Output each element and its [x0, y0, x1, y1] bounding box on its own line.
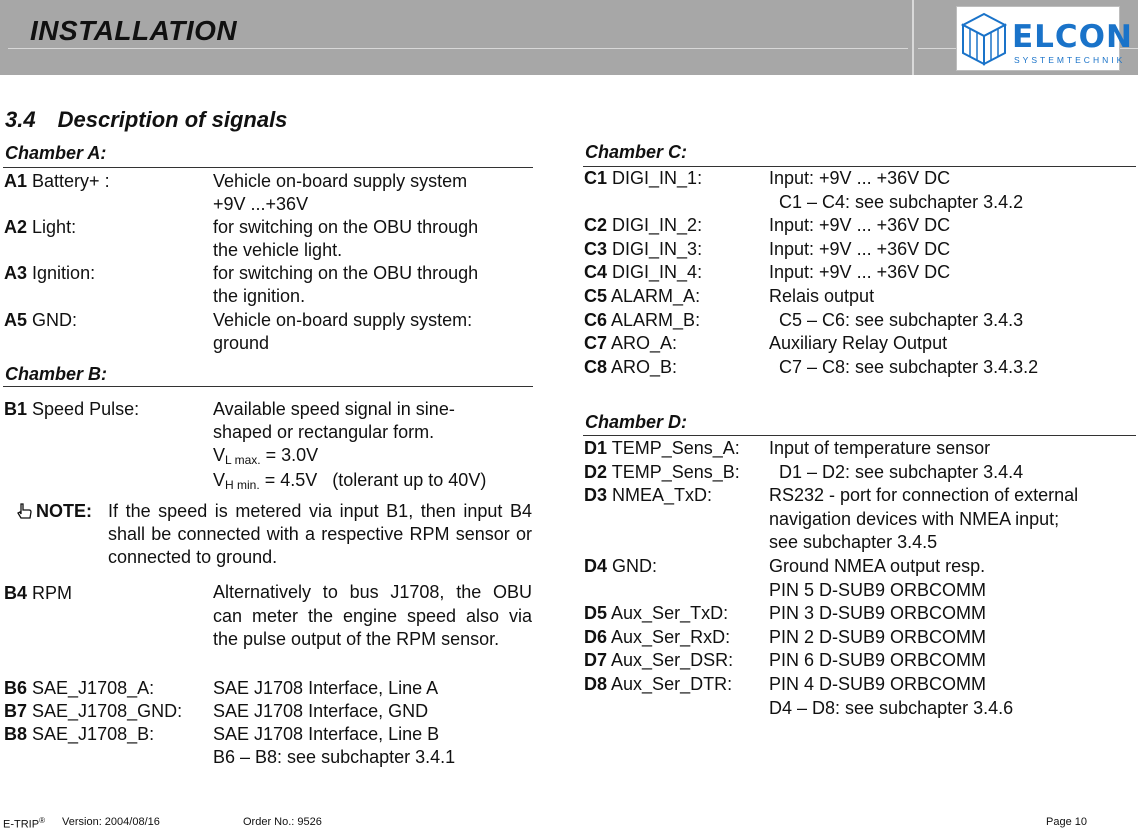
pin-id: A2: [4, 217, 28, 237]
pin-id: B4: [4, 583, 28, 603]
signal-name: RPM: [32, 583, 73, 603]
signal-desc: for switching on the OBU through: [213, 217, 479, 237]
header-separator: [912, 0, 914, 75]
list-item: [584, 309, 700, 331]
chamber-d-heading: Chamber D:: [585, 412, 688, 432]
list-item: [4, 700, 182, 722]
signal-name: TEMP_Sens_A:: [611, 438, 740, 458]
chamber-b-rule: [3, 386, 533, 387]
list-item: [584, 167, 702, 189]
signal-name: ALARM_B:: [611, 309, 701, 330]
note-text: If the speed is metered via input B1, then input B4 shall be connected with a respective RPM sensor or connected to ground.: [108, 501, 532, 567]
signal-desc: PIN 4 D-SUB9 ORBCOMM: [769, 674, 987, 694]
pin-id: B6: [4, 678, 28, 698]
list-item: [4, 398, 139, 420]
signal-name: DIGI_IN_1:: [612, 168, 703, 188]
pin-id: C6: [584, 309, 608, 330]
signal-desc: Input: +9V ... +36V DC: [769, 262, 951, 283]
page-header: [0, 0, 1138, 75]
signal-desc: Ground NMEA output resp.: [769, 556, 986, 576]
pin-id: D8: [584, 674, 608, 694]
signal-desc: Alternatively to bus J1708, the OBU can meter the engine speed also via the pulse output of the RPM sensor.: [213, 582, 532, 649]
list-item: [584, 214, 702, 236]
footer-page: Page 10: [1046, 816, 1087, 828]
signal-desc: +9V ...+36V: [213, 194, 309, 214]
list-item: [584, 332, 677, 354]
signal-name: Aux_Ser_DSR:: [611, 650, 734, 671]
logo-name: ELCON: [1012, 19, 1133, 55]
list-item: [4, 216, 76, 238]
signal-name: Ignition:: [32, 263, 96, 283]
pin-id: A5: [4, 310, 28, 330]
pin-id: C2: [584, 215, 608, 236]
signal-desc: SAE J1708 Interface, GND: [213, 701, 429, 721]
signal-name: ALARM_A:: [611, 286, 701, 306]
signal-desc: PIN 5 D-SUB9 ORBCOMM: [769, 579, 987, 600]
pin-id: B7: [4, 701, 28, 721]
list-item: [584, 484, 712, 506]
pin-id: D6: [584, 626, 608, 647]
signal-desc: Relais output: [769, 286, 875, 306]
pin-id: D1: [584, 438, 608, 458]
list-item: [584, 285, 700, 307]
signal-name: SAE_J1708_B:: [32, 724, 155, 744]
signal-desc: SAE J1708 Interface, Line B: [213, 724, 440, 744]
signal-desc: PIN 3 D-SUB9 ORBCOMM: [769, 603, 987, 624]
signal-desc: Input of temperature sensor: [769, 438, 991, 458]
section-heading: Description of signals: [57, 107, 288, 132]
signal-name: Battery+ :: [32, 171, 110, 191]
list-item: [584, 555, 657, 577]
signal-name: NMEA_TxD:: [612, 485, 713, 506]
list-item: [4, 309, 77, 331]
pin-id: C7: [584, 333, 608, 354]
voltage-high: $V_{H min.} = 4.5V$ (tolerant up to 40V): [213, 470, 487, 492]
chamber-c-heading: Chamber C:: [585, 142, 688, 162]
signal-desc: shaped or rectangular form.: [213, 422, 435, 442]
signal-name: ARO_B:: [611, 356, 678, 377]
pin-id: C4: [584, 262, 608, 283]
pin-id: D5: [584, 603, 608, 624]
signal-desc: the vehicle light.: [213, 240, 343, 260]
signal-name: GND:: [612, 556, 658, 576]
signal-desc: C1 – C4: see subchapter 3.4.2: [769, 191, 1024, 212]
header-rule: [8, 48, 908, 49]
list-item: [584, 461, 740, 483]
header-title: INSTALLATION: [30, 15, 238, 46]
pin-id: A1: [4, 171, 28, 191]
signal-desc: SAE J1708 Interface, Line A: [213, 678, 439, 698]
signal-desc: PIN 6 D-SUB9 ORBCOMM: [769, 650, 987, 671]
pin-id: B1: [4, 399, 28, 419]
signal-desc: Available speed signal in sine-: [213, 399, 455, 419]
pin-id: D3: [584, 485, 608, 506]
logo-subtitle: SYSTEMTECHNIK: [1014, 55, 1126, 65]
cube-logo-icon: [960, 11, 1008, 67]
signal-desc: Input: +9V ... +36V DC: [769, 168, 951, 188]
list-item: [584, 602, 728, 624]
voltage-low: $V_{L max.} = 3.0V$: [213, 445, 319, 467]
signal-name: DIGI_IN_3:: [612, 238, 703, 259]
list-item: [4, 677, 154, 699]
signal-desc: Vehicle on-board supply system:: [213, 310, 473, 330]
list-item: [584, 673, 732, 695]
signal-desc: Input: +9V ... +36V DC: [769, 238, 951, 259]
footer-version: Version: 2004/08/16: [62, 816, 160, 828]
signal-name: Aux_Ser_TxD:: [611, 603, 729, 624]
footer-product: E-TRIP®: [3, 816, 45, 831]
chamber-a-heading: Chamber A:: [5, 143, 107, 163]
note-label: NOTE:: [36, 501, 92, 521]
signal-name: TEMP_Sens_B:: [611, 461, 740, 482]
signal-desc: ground: [213, 333, 270, 353]
pin-id: D4: [584, 556, 608, 576]
signal-desc: RS232 - port for connection of external: [769, 485, 1079, 506]
pin-id: D2: [584, 461, 608, 482]
list-item: [584, 356, 677, 378]
signal-name: DIGI_IN_2:: [612, 215, 703, 236]
chamber-d-rule: [583, 435, 1136, 436]
subchapter-ref: B6 – B8: see subchapter 3.4.1: [213, 747, 456, 767]
pin-id: C8: [584, 356, 608, 377]
signal-name: SAE_J1708_A:: [32, 678, 155, 698]
signal-desc: the ignition.: [213, 286, 306, 306]
signal-name: DIGI_IN_4:: [612, 262, 703, 283]
pin-id: A3: [4, 263, 28, 283]
signal-desc: Auxiliary Relay Output: [769, 333, 948, 354]
signal-desc: PIN 2 D-SUB9 ORBCOMM: [769, 626, 987, 647]
list-item: [4, 582, 72, 604]
signal-desc: navigation devices with NMEA input;: [769, 508, 1060, 529]
list-item: [584, 261, 702, 283]
pointing-hand-icon: [15, 502, 33, 520]
chamber-b-heading: Chamber B:: [5, 364, 108, 384]
chamber-a-rule: [3, 167, 533, 168]
list-item: [584, 626, 730, 648]
pin-id: D7: [584, 650, 608, 671]
signal-desc: for switching on the OBU through: [213, 263, 479, 283]
signal-name: Light:: [32, 217, 77, 237]
list-item: [584, 238, 702, 260]
signal-name: Aux_Ser_RxD:: [611, 626, 731, 647]
list-item: [584, 649, 733, 671]
signal-desc: Input: +9V ... +36V DC: [769, 215, 951, 236]
signal-desc: D1 – D2: see subchapter 3.4.4: [769, 461, 1024, 482]
list-item: [584, 437, 740, 459]
signal-desc: D4 – D8: see subchapter 3.4.6: [769, 697, 1014, 718]
pin-id: B8: [4, 724, 28, 744]
pin-id: C3: [584, 238, 608, 259]
signal-desc: see subchapter 3.4.5: [769, 532, 938, 553]
signal-desc: C7 – C8: see subchapter 3.4.3.2: [769, 356, 1039, 377]
section-title: [5, 107, 287, 133]
signal-desc: Vehicle on-board supply system: [213, 171, 468, 191]
section-number: 3.4: [5, 107, 36, 132]
footer-order: Order No.: 9526: [243, 816, 322, 828]
signal-name: Speed Pulse:: [32, 399, 140, 419]
signal-name: SAE_J1708_GND:: [32, 701, 183, 721]
list-item: [4, 170, 110, 192]
signal-name: Aux_Ser_DTR:: [611, 674, 733, 694]
signal-name: GND:: [32, 310, 78, 330]
signal-name: ARO_A:: [611, 333, 678, 354]
elcon-logo: [956, 6, 1133, 71]
signal-desc: C5 – C6: see subchapter 3.4.3: [769, 309, 1024, 330]
pin-id: C5: [584, 286, 608, 306]
list-item: [4, 262, 95, 284]
list-item: [4, 723, 154, 745]
pin-id: C1: [584, 168, 608, 188]
